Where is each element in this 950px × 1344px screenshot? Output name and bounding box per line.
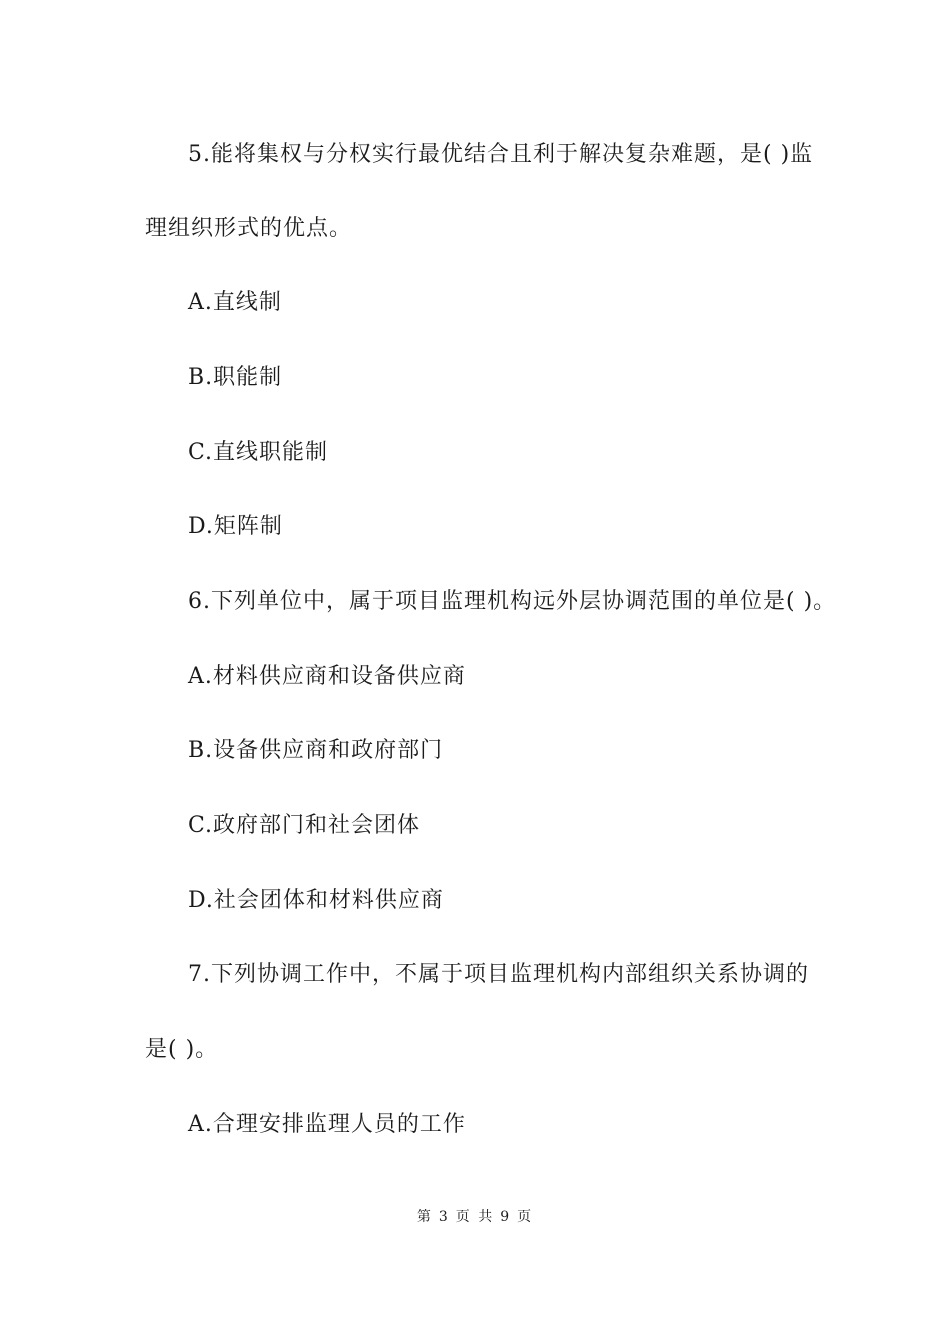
question-5-stem-line2: 理组织形式的优点。 xyxy=(145,216,353,241)
question-6-option-d: D.社会团体和材料供应商 xyxy=(188,888,444,913)
question-5-option-b: B.职能制 xyxy=(188,365,283,390)
footer-prefix: 第 xyxy=(416,1209,433,1225)
question-6-option-b: B.设备供应商和政府部门 xyxy=(188,738,444,763)
question-7-stem-line1: 7.下列协调工作中，不属于项目监理机构内部组织关系协调的 xyxy=(188,962,809,987)
question-6-option-c: C.政府部门和社会团体 xyxy=(188,813,421,838)
question-5-option-d: D.矩阵制 xyxy=(188,514,283,539)
question-5-option-a: A.直线制 xyxy=(188,290,282,315)
footer-current-page: 3 xyxy=(438,1209,450,1225)
footer-suffix: 页 xyxy=(517,1209,534,1225)
question-6-stem-line1: 6.下列单位中，属于项目监理机构远外层协调范围的单位是( )。 xyxy=(188,589,837,614)
footer-total-pages: 9 xyxy=(500,1209,512,1225)
question-7-stem-line2: 是( )。 xyxy=(145,1037,219,1062)
page-footer xyxy=(0,1208,950,1226)
question-7-option-a: A.合理安排监理人员的工作 xyxy=(188,1112,466,1137)
question-5-stem-line1: 5.能将集权与分权实行最优结合且利于解决复杂难题，是( )监 xyxy=(188,142,814,167)
footer-middle: 页 共 xyxy=(455,1209,495,1225)
question-5-option-c: C.直线职能制 xyxy=(188,440,329,465)
question-6-option-a: A.材料供应商和设备供应商 xyxy=(188,664,466,689)
